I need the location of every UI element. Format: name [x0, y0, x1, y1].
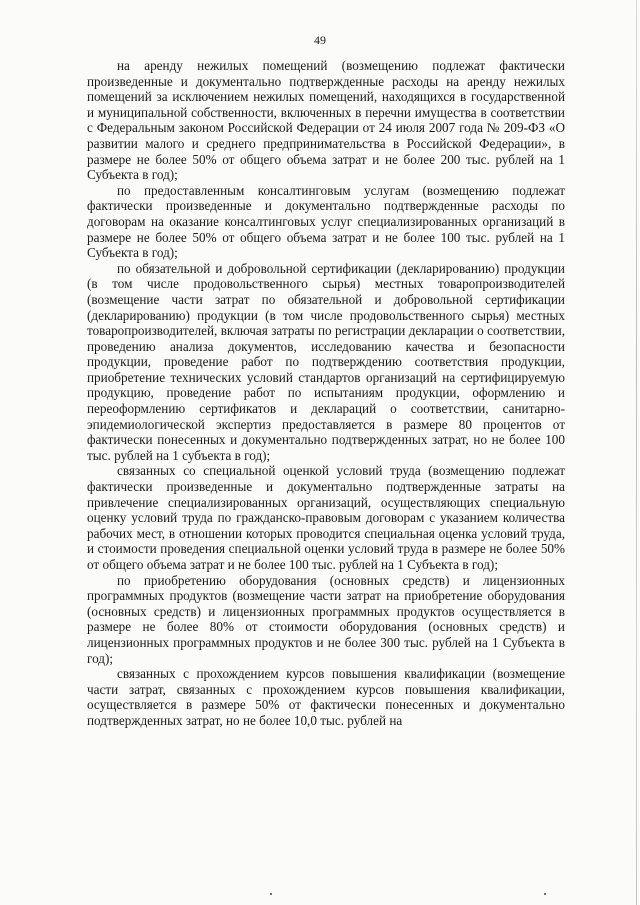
paragraph-labor-assessment: связанных со специальной оценкой условий труда (возмещению подлежат фактически произведенные и документально подтвержденные затраты на привлечение специализированных организаций, осуществляющих специальную оценку условий труда по гражданско-правовым договорам с указанием количества рабочих мест, в отношении которых проводится специальная оценка условий труда, и стоимости проведения специальной оценки условий труда в размере не более 50% от общего объема затрат и не более 100 тыс. рублей на 1 Субъекта в год); [87, 463, 565, 572]
scan-speck [270, 893, 272, 895]
paragraph-rent: на аренду нежилых помещений (возмещению подлежат фактически произведенные и документально подтвержденные расходы на аренду нежилых помещений за исключением нежилых помещений, находящихся в государственной и муниципальной собственности, включенных в перечни имущества в соответствии с Федеральным законом Российской Федерации от 24 июля 2007 года № 209-ФЗ «О развитии малого и среднего предпринимательства в Российской Федерации», в размере не более 50% от общего объема затрат и не более 200 тыс. рублей на 1 Субъекта в год); [87, 58, 565, 183]
paragraph-consulting: по предоставленным консалтинговым услугам (возмещению подлежат фактически произведенные и документально подтвержденные расходы по договорам на оказание консалтинговых услуг специализированных организаций в размере не более 50% от общего объема затрат и не более 100 тыс. рублей на 1 Субъекта в год); [87, 182, 565, 261]
page-number: 49 [314, 33, 326, 47]
paragraph-equipment: по приобретению оборудования (основных средств) и лицензионных программных продуктов (возмещение части затрат на приобретение оборудования (основных средств) и лицензионных программных продуктов осуществляется в размере не более 80% от стоимости оборудования (основных средств) и лицензионных программных продуктов и не более 300 тыс. рублей на 1 Субъекта в год); [87, 572, 565, 666]
paragraph-training: связанных с прохождением курсов повышения квалификации (возмещение части затрат, связанных с прохождением курсов повышения квалификации, осуществляется в размере 50% от фактически понесенных и документально подтвержденных затрат, но не более 10,0 тыс. рублей на [87, 666, 565, 728]
document-body [87, 58, 565, 729]
paragraph-certification: по обязательной и добровольной сертификации (декларированию) продукции (в том числе продовольственного сырья) местных товаропроизводителей (возмещение части затрат по обязательной и добровольной сертификации (декларированию) продукции (в том числе продовольственного сырья) местных товаропроизводителей, включая затраты по регистрации декларации о соответствии, проведению анализа документов, исследованию качества и безопасности продукции, проведение работ по подтверждению соответствия продукции, приобретение технических условий стандартов организаций на сертифицируемую продукцию, проведение работ по испытаниям продукции, оформлению и переоформлению сертификатов и деклараций о соответствии, санитарно-эпидемиологической экспертиз предоставляется в размере 80 процентов от фактически понесенных и документально подтвержденных затрат, но не более 100 тыс. рублей на 1 субъекта в год); [87, 260, 565, 463]
scan-speck [544, 893, 546, 895]
scan-edge-line [636, 0, 637, 905]
